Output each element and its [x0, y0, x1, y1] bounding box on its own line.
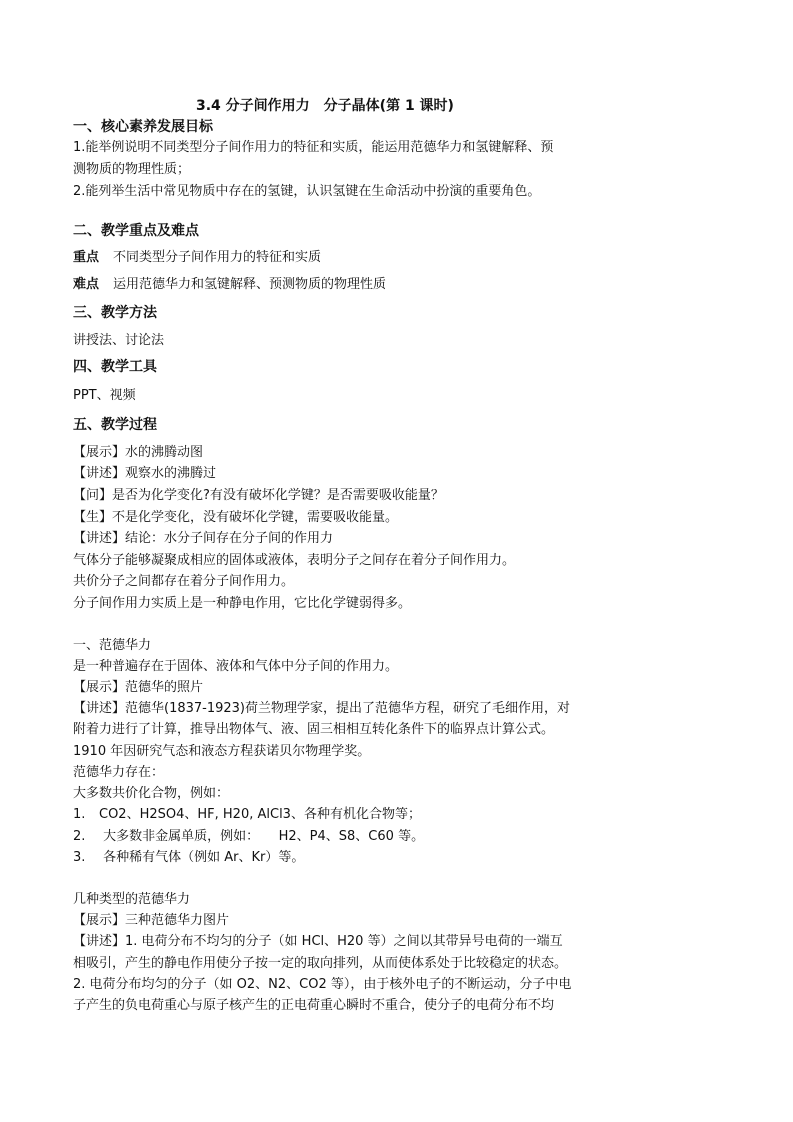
key-point-text: 不同类型分子间作用力的特征和实质 [113, 250, 322, 265]
vdw-line-2: 是一种普遍存在于固体、液体和气体中分子间的作用力。 [73, 659, 399, 674]
process-line-4: 【生】不是化学变化，没有破坏化学键，需要吸收能量。 [73, 510, 399, 525]
section-1-heading: 一、核心素养发展目标 [73, 119, 213, 135]
key-point [73, 249, 321, 267]
key-point-label: 重点 [73, 250, 100, 265]
process-line-5: 【讲述】结论：水分子间存在分子间的作用力 [73, 531, 334, 546]
vdw-line-7: 范德华力存在： [73, 765, 165, 780]
list-item-number: 1. [73, 807, 86, 822]
section-4-heading: 四、教学工具 [73, 359, 157, 375]
list-item [73, 849, 304, 867]
list-item-number: 3. [73, 850, 86, 865]
types-line-3: 【讲述】1. 电荷分布不均匀的分子（如 HCl、H20 等）之间以其带异号电荷的一端互 [73, 934, 563, 949]
vdw-line-5: 附着力进行了计算，推导出物体气、液、固三相相互转化条件下的临界点计算公式。 [73, 722, 555, 737]
types-line-5: 2. 电荷分布均匀的分子（如 O2、N2、CO2 等），由于核外电子的不断运动，分子中电 [73, 977, 572, 992]
difficult-point-label: 难点 [73, 277, 100, 292]
list-item-text: 大多数非金属单质，例如： H2、P4、S8、C60 等。 [99, 829, 425, 844]
list-item-text: CO2、H2SO4、HF, H20, AlCl3、各种有机化合物等； [99, 807, 421, 822]
list-item-number: 2. [73, 829, 86, 844]
difficult-point [73, 276, 386, 294]
vdw-line-3: 【展示】范德华的照片 [73, 680, 204, 695]
goal-2: 2.能列举生活中常见物质中存在的氢键，认识氢键在生命活动中扮演的重要角色。 [73, 184, 541, 199]
process-line-6: 气体分子能够凝聚成相应的固体或液体，表明分子之间存在着分子间作用力。 [73, 553, 516, 568]
vdw-line-6: 1910 年因研究气态和液态方程获诺贝尔物理学奖。 [73, 744, 371, 759]
section-2-heading: 二、教学重点及难点 [73, 223, 199, 239]
process-line-8: 分子间作用力实质上是一种静电作用，它比化学键弱得多。 [73, 596, 412, 611]
teaching-method: 讲授法、讨论法 [73, 333, 165, 348]
page-title: 3.4 分子间作用力 分子晶体(第 1 课时) [196, 98, 454, 114]
process-line-3: 【问】是否为化学变化?有没有破坏化学键？是否需要吸收能量？ [73, 488, 444, 503]
types-line-2: 【展示】三种范德华力图片 [73, 913, 230, 928]
vdw-line-8: 大多数共价化合物，例如： [73, 786, 230, 801]
list-item [73, 828, 424, 846]
difficult-point-text: 运用范德华力和氢键解释、预测物质的物理性质 [113, 277, 387, 292]
section-3-heading: 三、教学方法 [73, 305, 157, 321]
process-line-7: 共价分子之间都存在着分子间作用力。 [73, 574, 295, 589]
section-5-heading: 五、教学过程 [73, 417, 157, 433]
process-line-2: 【讲述】观察水的沸腾过 [73, 466, 217, 481]
types-line-4: 相吸引，产生的静电作用使分子按一定的取向排列，从而使体系处于比较稳定的状态。 [73, 956, 568, 971]
goal-1-line-2: 测物质的物理性质； [73, 162, 191, 177]
process-line-1: 【展示】水的沸腾动图 [73, 445, 204, 460]
vdw-heading: 一、范德华力 [73, 638, 152, 653]
goal-1-line-1: 1.能举例说明不同类型分子间作用力的特征和实质，能运用范德华力和氢键解释、预 [73, 140, 554, 155]
list-item [73, 806, 421, 824]
teaching-tools: PPT、视频 [73, 388, 136, 403]
list-item-text: 各种稀有气体（例如 Ar、Kr）等。 [99, 850, 305, 865]
vdw-line-4: 【讲述】范德华(1837-1923)荷兰物理学家，提出了范德华方程，研究了毛细作用，对 [73, 701, 571, 716]
types-heading: 几种类型的范德华力 [73, 892, 191, 907]
types-line-6: 子产生的负电荷重心与原子核产生的正电荷重心瞬时不重合，使分子的电荷分布不均 [73, 998, 555, 1013]
